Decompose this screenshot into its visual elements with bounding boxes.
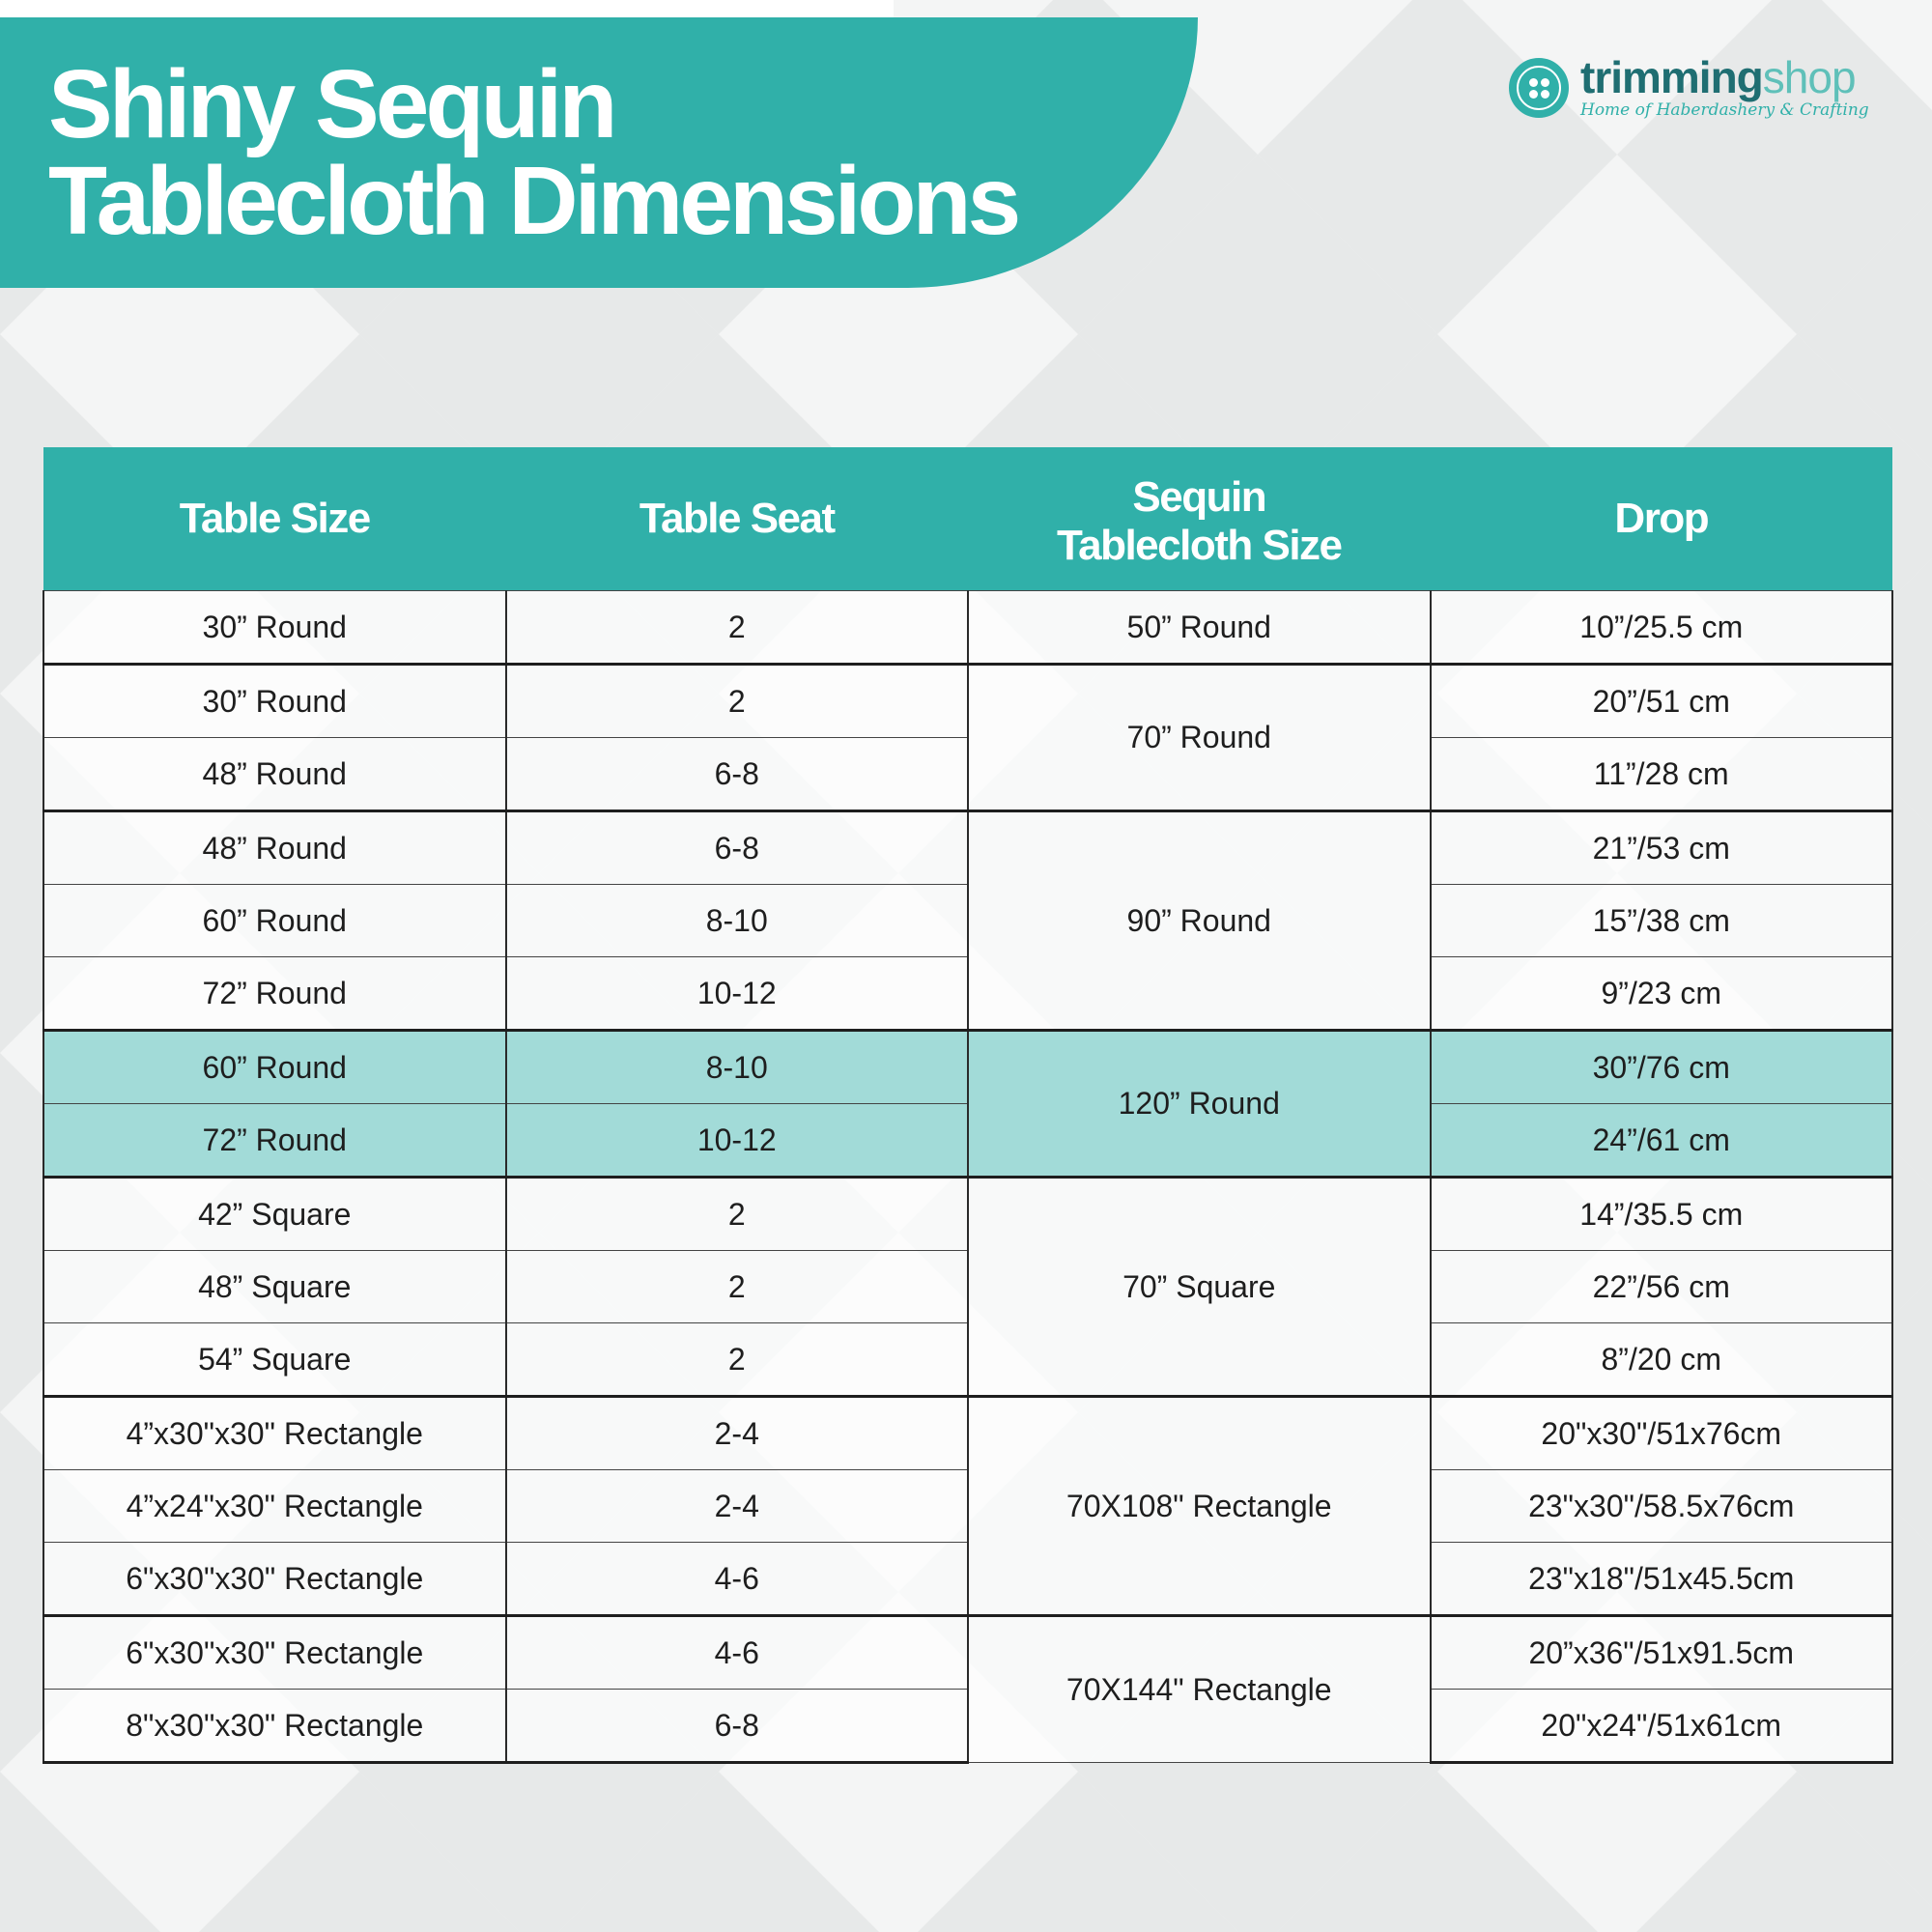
table-seat-cell: 6-8 (506, 1690, 969, 1763)
column-header-label: Table Size (179, 495, 370, 542)
drop-cell: 20”x36"/51x91.5cm (1431, 1616, 1893, 1690)
table-seat-cell: 4-6 (506, 1543, 969, 1616)
table-seat-cell: 2 (506, 591, 969, 665)
column-header-label: Tablecloth Size (1056, 522, 1342, 569)
table-row (43, 1616, 1892, 1690)
drop-cell: 20"x30"/51x76cm (1431, 1397, 1893, 1470)
table-size-cell: 48” Round (43, 811, 506, 885)
drop-cell: 22”/56 cm (1431, 1251, 1893, 1323)
column-header-label: Drop (1614, 495, 1709, 542)
table-row (43, 1031, 1892, 1104)
button-icon (1509, 58, 1569, 118)
background-diamond (0, 1772, 180, 1932)
page-title (48, 50, 1018, 255)
page-title-line-1: Shiny Sequin (48, 50, 614, 158)
table-seat-cell: 2 (506, 665, 969, 738)
column-header (43, 447, 506, 591)
tablecloth-size-cell: 120” Round (968, 1031, 1431, 1178)
table-seat-cell: 10-12 (506, 1104, 969, 1178)
table-seat-cell: 2 (506, 1178, 969, 1251)
table-row (43, 1178, 1892, 1251)
table-size-cell: 54” Square (43, 1323, 506, 1397)
table-size-cell: 6"x30"x30" Rectangle (43, 1616, 506, 1690)
table-seat-cell: 8-10 (506, 885, 969, 957)
table-size-cell: 4”x24"x30" Rectangle (43, 1470, 506, 1543)
drop-cell: 10”/25.5 cm (1431, 591, 1893, 665)
brand-name (1580, 52, 1856, 102)
table-seat-cell: 2-4 (506, 1470, 969, 1543)
column-header (1431, 447, 1893, 591)
drop-cell: 20”/51 cm (1431, 665, 1893, 738)
table-size-cell: 30” Round (43, 591, 506, 665)
table-seat-cell: 4-6 (506, 1616, 969, 1690)
column-header-label: Table Seat (639, 495, 835, 542)
drop-cell: 24”/61 cm (1431, 1104, 1893, 1178)
column-header (506, 447, 969, 591)
drop-cell: 21”/53 cm (1431, 811, 1893, 885)
tablecloth-size-cell: 70X144" Rectangle (968, 1616, 1431, 1763)
table-seat-cell: 6-8 (506, 738, 969, 811)
column-header-label: Sequin (1132, 473, 1266, 521)
tablecloth-size-cell: 50” Round (968, 591, 1431, 665)
table-seat-cell: 8-10 (506, 1031, 969, 1104)
drop-cell: 15”/38 cm (1431, 885, 1893, 957)
drop-cell: 23"x30"/58.5x76cm (1431, 1470, 1893, 1543)
table-size-cell: 48” Square (43, 1251, 506, 1323)
table-row (43, 591, 1892, 665)
table-row (43, 1397, 1892, 1470)
table-row (43, 811, 1892, 885)
drop-cell: 30”/76 cm (1431, 1031, 1893, 1104)
table-seat-cell: 2 (506, 1323, 969, 1397)
table-size-cell: 42” Square (43, 1178, 506, 1251)
table-seat-cell: 10-12 (506, 957, 969, 1031)
drop-cell: 8”/20 cm (1431, 1323, 1893, 1397)
drop-cell: 11”/28 cm (1431, 738, 1893, 811)
table-size-cell: 6"x30"x30" Rectangle (43, 1543, 506, 1616)
table-size-cell: 60” Round (43, 885, 506, 957)
table-size-cell: 48” Round (43, 738, 506, 811)
header-top-strip (0, 0, 894, 17)
table-size-cell: 8"x30"x30" Rectangle (43, 1690, 506, 1763)
tablecloth-size-cell: 70” Square (968, 1178, 1431, 1397)
table-header-row (43, 447, 1892, 591)
table-seat-cell: 6-8 (506, 811, 969, 885)
table-size-cell: 72” Round (43, 957, 506, 1031)
tablecloth-size-cell: 90” Round (968, 811, 1431, 1031)
table-size-cell: 30” Round (43, 665, 506, 738)
brand-logo (1509, 54, 1886, 131)
table-seat-cell: 2 (506, 1251, 969, 1323)
brand-tagline: Home of Haberdashery & Crafting (1580, 100, 1869, 120)
drop-cell: 9”/23 cm (1431, 957, 1893, 1031)
drop-cell: 23"x18"/51x45.5cm (1431, 1543, 1893, 1616)
tablecloth-size-cell: 70” Round (968, 665, 1431, 811)
table-size-cell: 60” Round (43, 1031, 506, 1104)
drop-cell: 20"x24"/51x61cm (1431, 1690, 1893, 1763)
brand-name-bold: trimming (1580, 52, 1763, 102)
table-size-cell: 72” Round (43, 1104, 506, 1178)
drop-cell: 14”/35.5 cm (1431, 1178, 1893, 1251)
table-body (43, 591, 1892, 1763)
table-row (43, 665, 1892, 738)
page-title-line-2: Tablecloth Dimensions (48, 147, 1018, 255)
table-size-cell: 4”x30"x30" Rectangle (43, 1397, 506, 1470)
tablecloth-size-cell: 70X108" Rectangle (968, 1397, 1431, 1616)
table-seat-cell: 2-4 (506, 1397, 969, 1470)
dimensions-table (43, 447, 1893, 1764)
column-header (968, 447, 1431, 591)
brand-name-light: shop (1762, 52, 1856, 102)
